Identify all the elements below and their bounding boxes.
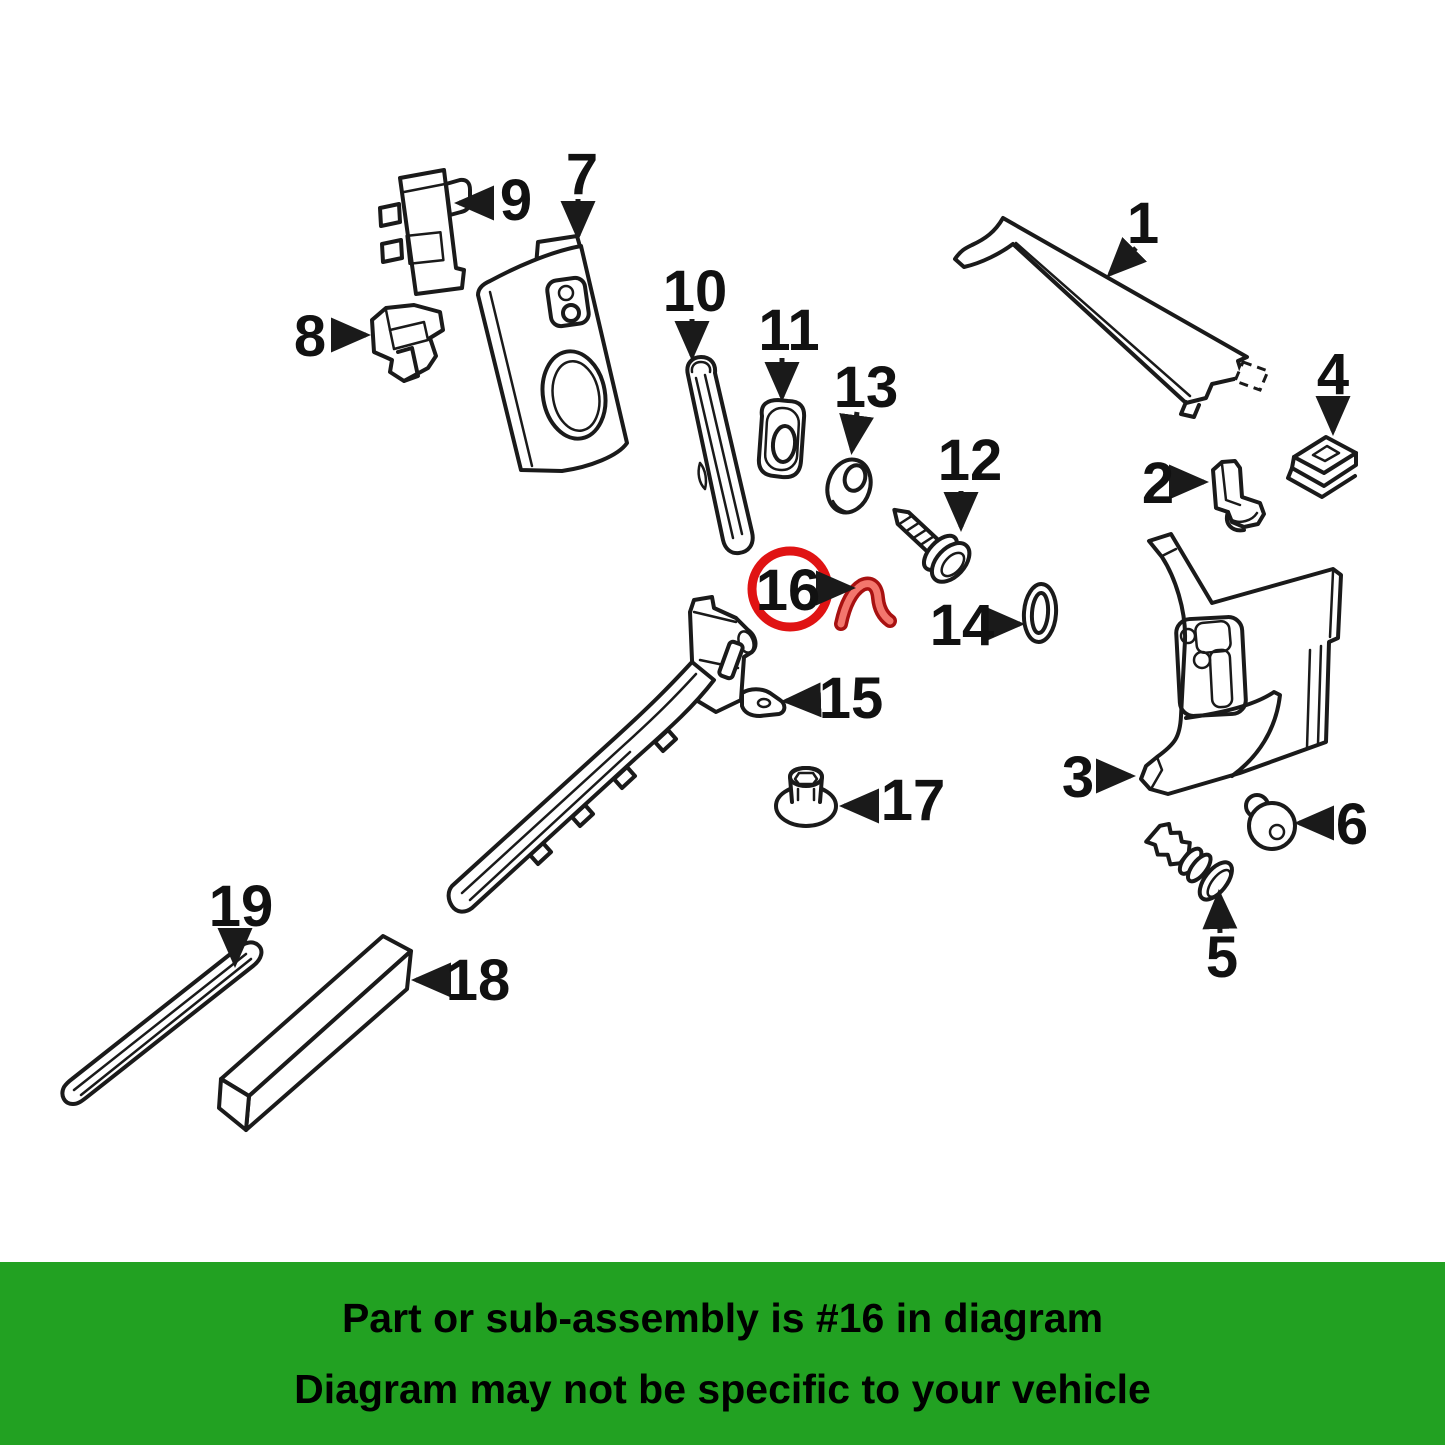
callout-13-number: 13 xyxy=(833,355,899,420)
highlight-group xyxy=(752,551,890,627)
callout-15 xyxy=(786,666,883,731)
callout-10-number: 10 xyxy=(662,259,728,324)
callout-6 xyxy=(1299,792,1368,857)
part-5-drawing xyxy=(1140,815,1238,905)
callout-18 xyxy=(416,948,510,1013)
callout-6-number: 6 xyxy=(1335,792,1369,857)
part-6-drawing xyxy=(1246,795,1295,849)
callout-5-number: 5 xyxy=(1205,925,1239,990)
part-8-drawing xyxy=(372,305,443,381)
callout-5 xyxy=(1206,894,1238,990)
part-10-drawing xyxy=(687,357,752,553)
callout-11-number: 11 xyxy=(758,298,820,363)
part-2-drawing xyxy=(1213,461,1264,530)
callout-1 xyxy=(1110,191,1159,274)
callout-11 xyxy=(758,298,819,397)
callout-12 xyxy=(938,428,1003,527)
callout-9 xyxy=(459,168,532,233)
callout-14-number: 14 xyxy=(929,593,995,658)
callout-19-number: 19 xyxy=(208,874,274,939)
callout-14 xyxy=(930,593,1020,658)
callout-4 xyxy=(1317,342,1349,431)
info-banner xyxy=(0,1262,1445,1445)
callout-13 xyxy=(834,355,899,450)
part-4-drawing xyxy=(1288,437,1356,497)
part-3-drawing xyxy=(1141,534,1341,794)
part-9-drawing xyxy=(380,170,470,294)
callout-2 xyxy=(1142,451,1204,516)
banner-line1: Part or sub-assembly is #16 in diagram xyxy=(341,1294,1104,1341)
callout-15-number: 15 xyxy=(818,666,884,731)
callout-2-number: 2 xyxy=(1141,451,1175,516)
callout-18-number: 18 xyxy=(445,948,511,1013)
part-7-drawing xyxy=(478,236,627,471)
callout-1-number: 1 xyxy=(1126,191,1160,256)
part-13-drawing xyxy=(821,454,878,518)
callout-3 xyxy=(1062,745,1131,810)
callout-8 xyxy=(294,304,366,369)
callout-12-number: 12 xyxy=(937,428,1003,493)
part-14-drawing xyxy=(1022,583,1058,643)
callout-8-number: 8 xyxy=(293,304,327,369)
callout-7-number: 7 xyxy=(565,142,599,207)
part-15-drawing xyxy=(449,597,785,912)
callout-16-number: 16 xyxy=(755,558,821,623)
callout-17-number: 17 xyxy=(880,768,946,833)
part-17-drawing xyxy=(776,768,836,826)
banner-line2: Diagram may not be specific to your vehicle xyxy=(294,1365,1151,1412)
part-1-drawing xyxy=(955,218,1268,417)
callout-17 xyxy=(844,768,945,833)
callout-10 xyxy=(663,259,728,356)
part-11-drawing xyxy=(759,400,804,477)
callout-9-number: 9 xyxy=(499,168,533,233)
callout-7 xyxy=(566,142,598,236)
callout-3-number: 3 xyxy=(1061,745,1095,810)
callout-4-number: 4 xyxy=(1316,342,1350,407)
